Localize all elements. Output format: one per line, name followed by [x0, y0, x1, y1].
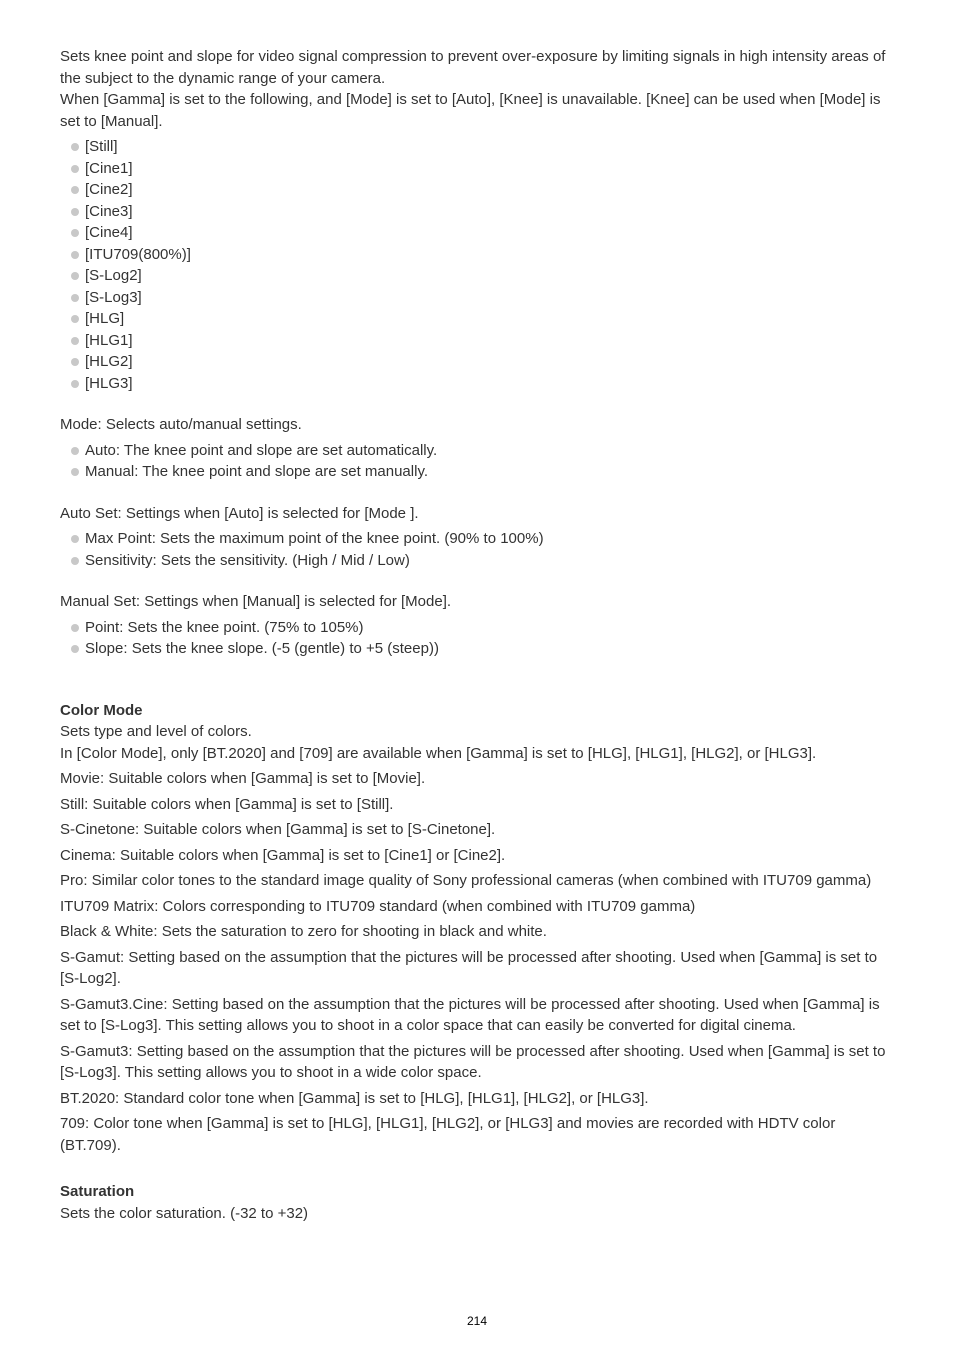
- list-item: [Still]: [60, 136, 900, 158]
- mode-list: [60, 440, 900, 483]
- color-mode-item: Movie: Suitable colors when [Gamma] is set to [Movie].: [60, 770, 426, 787]
- list-item: [Cine2]: [60, 179, 900, 201]
- bullet-icon: [71, 165, 79, 173]
- bullet-icon: [71, 229, 79, 237]
- color-mode-desc-1: Sets type and level of colors.: [60, 723, 252, 740]
- list-item: [Cine4]: [60, 222, 900, 244]
- knee-intro-1: Sets knee point and slope for video signal compression to prevent over-exposure by limiting signals in high intensity areas of the subject to the dynamic range of your camera.: [60, 48, 886, 87]
- bullet-icon: [71, 557, 79, 565]
- color-mode-item: Still: Suitable colors when [Gamma] is set to [Still].: [60, 795, 394, 813]
- color-mode-item: 709: Color tone when [Gamma] is set to [HLG], [HLG1], [HLG2], or [HLG3] and movies are recorded with HDTV color (BT.709).: [60, 1115, 836, 1154]
- bullet-icon: [71, 337, 79, 345]
- auto-set-title: Auto Set: Settings when [Auto] is selected for [Mode ].: [60, 504, 419, 522]
- mode-title: Mode: Selects auto/manual settings.: [60, 416, 302, 433]
- list-item: [ITU709(800%)]: [60, 244, 900, 266]
- manual-set-group: [60, 591, 900, 660]
- color-mode-item: S-Cinetone: Suitable colors when [Gamma] is set to [S-Cinetone].: [60, 821, 496, 838]
- mode-group: [60, 414, 900, 483]
- list-item: [Cine1]: [60, 158, 900, 180]
- color-mode-item: S-Gamut3.Cine: Setting based on the assumption that the pictures will be processed after shooting. Used when [Gamma] is set to [S-Log3]. This setting allows you to shoot in a color space that can easily be converted for digital cinema.: [60, 995, 880, 1034]
- manual-set-title: Manual Set: Settings when [Manual] is selected for [Mode].: [60, 593, 452, 610]
- color-mode-item: ITU709 Matrix: Colors corresponding to ITU709 standard (when combined with ITU709 gamma): [60, 897, 696, 915]
- list-item: [HLG1]: [60, 330, 900, 352]
- color-mode-item: Pro: Similar color tones to the standard image quality of Sony professional cameras (when combined with ITU709 gamma): [60, 872, 872, 889]
- page-number: 214: [466, 1314, 488, 1328]
- list-item: [Cine3]: [60, 201, 900, 223]
- knee-intro-2: When [Gamma] is set to the following, and [Mode] is set to [Auto], [Knee] is unavailable. [Knee] can be used when [Mode] is set to [Manual].: [60, 91, 881, 130]
- saturation-desc: Sets the color saturation. (-32 to +32): [60, 1204, 309, 1222]
- color-mode-item: S-Gamut: Setting based on the assumption that the pictures will be processed after shooting. Used when [Gamma] is set to [S-Log2].: [60, 948, 878, 987]
- bullet-icon: [71, 272, 79, 280]
- bullet-icon: [71, 251, 79, 259]
- color-mode-item: Black & White: Sets the saturation to zero for shooting in black and white.: [60, 923, 547, 940]
- gamma-list: [60, 136, 900, 394]
- list-item: [HLG2]: [60, 351, 900, 373]
- list-item: [HLG]: [60, 308, 900, 330]
- color-mode-title: Color Mode: [60, 701, 143, 719]
- list-item: Auto: The knee point and slope are set automatically.: [60, 440, 900, 462]
- bullet-icon: [71, 380, 79, 388]
- bullet-icon: [71, 208, 79, 216]
- list-item: Point: Sets the knee point. (75% to 105%): [60, 617, 900, 639]
- bullet-icon: [71, 186, 79, 194]
- bullet-icon: [71, 447, 79, 455]
- bullet-icon: [71, 358, 79, 366]
- list-item: Slope: Sets the knee slope. (-5 (gentle) to +5 (steep)): [60, 638, 900, 660]
- color-mode-item: BT.2020: Standard color tone when [Gamma] is set to [HLG], [HLG1], [HLG2], or [HLG3].: [60, 1089, 649, 1107]
- list-item: [HLG3]: [60, 373, 900, 395]
- auto-set-list: [60, 528, 900, 571]
- list-item: [S-Log2]: [60, 265, 900, 287]
- bullet-icon: [71, 468, 79, 476]
- bullet-icon: [71, 143, 79, 151]
- saturation-title: Saturation: [60, 1183, 135, 1200]
- color-mode-item: S-Gamut3: Setting based on the assumption that the pictures will be processed after shooting. Used when [Gamma] is set to [S-Log3]. This setting allows you to shoot in a wide color space.: [60, 1042, 886, 1081]
- color-mode-item: Cinema: Suitable colors when [Gamma] is set to [Cine1] or [Cine2].: [60, 846, 506, 864]
- list-item: [S-Log3]: [60, 287, 900, 309]
- list-item: Max Point: Sets the maximum point of the knee point. (90% to 100%): [60, 528, 900, 550]
- bullet-icon: [71, 624, 79, 632]
- auto-set-group: [60, 503, 900, 572]
- bullet-icon: [71, 294, 79, 302]
- bullet-icon: [71, 645, 79, 653]
- list-item: Manual: The knee point and slope are set manually.: [60, 461, 900, 483]
- bullet-icon: [71, 315, 79, 323]
- document-body: [60, 46, 900, 1224]
- color-mode-desc-2: In [Color Mode], only [BT.2020] and [709] are available when [Gamma] is set to [HLG], [HLG1], [HLG2], or [HLG3].: [60, 744, 817, 762]
- manual-set-list: [60, 617, 900, 660]
- list-item: Sensitivity: Sets the sensitivity. (High / Mid / Low): [60, 550, 900, 572]
- bullet-icon: [71, 535, 79, 543]
